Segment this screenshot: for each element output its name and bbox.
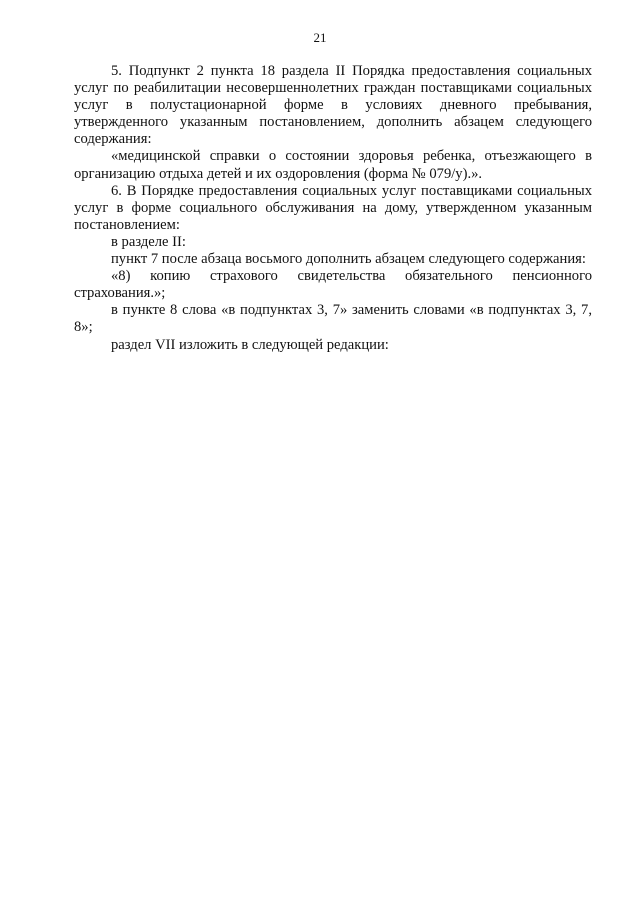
page-number: 21 <box>313 30 327 45</box>
paragraph-point-8: в пункте 8 слова «в подпунктах 3, 7» заменить словами «в подпунктах 3, 7, 8»; <box>74 302 592 336</box>
document-body <box>74 63 592 354</box>
paragraph-item-5: 5. Подпункт 2 пункта 18 раздела II Порядка предоставления социальных услуг по реабилитации несовершеннолетних граждан поставщиками социальных услуг в полустационарной форме в условиях дневного пребывания, утвержденного указанным постановлением, дополнить абзацем следующего содержания: <box>74 63 592 148</box>
paragraph-point-7: пункт 7 после абзаца восьмого дополнить абзацем следующего содержания: <box>111 251 586 268</box>
paragraph-medical-certificate: «медицинской справки о состоянии здоровья ребенка, отъезжающего в организацию отдыха детей и их оздоровления (форма № 079/у).». <box>74 148 592 182</box>
paragraph-section-ii: в разделе II: <box>111 233 186 250</box>
paragraph-item-6: 6. В Порядке предоставления социальных услуг поставщиками социальных услуг в форме социального обслуживания на дому, утвержденном указанным постановлением: <box>74 182 592 233</box>
paragraph-section-vii: раздел VII изложить в следующей редакции: <box>111 336 389 353</box>
paragraph-insurance-certificate: «8) копию страхового свидетельства обязательного пенсионного страхования.»; <box>74 268 592 302</box>
